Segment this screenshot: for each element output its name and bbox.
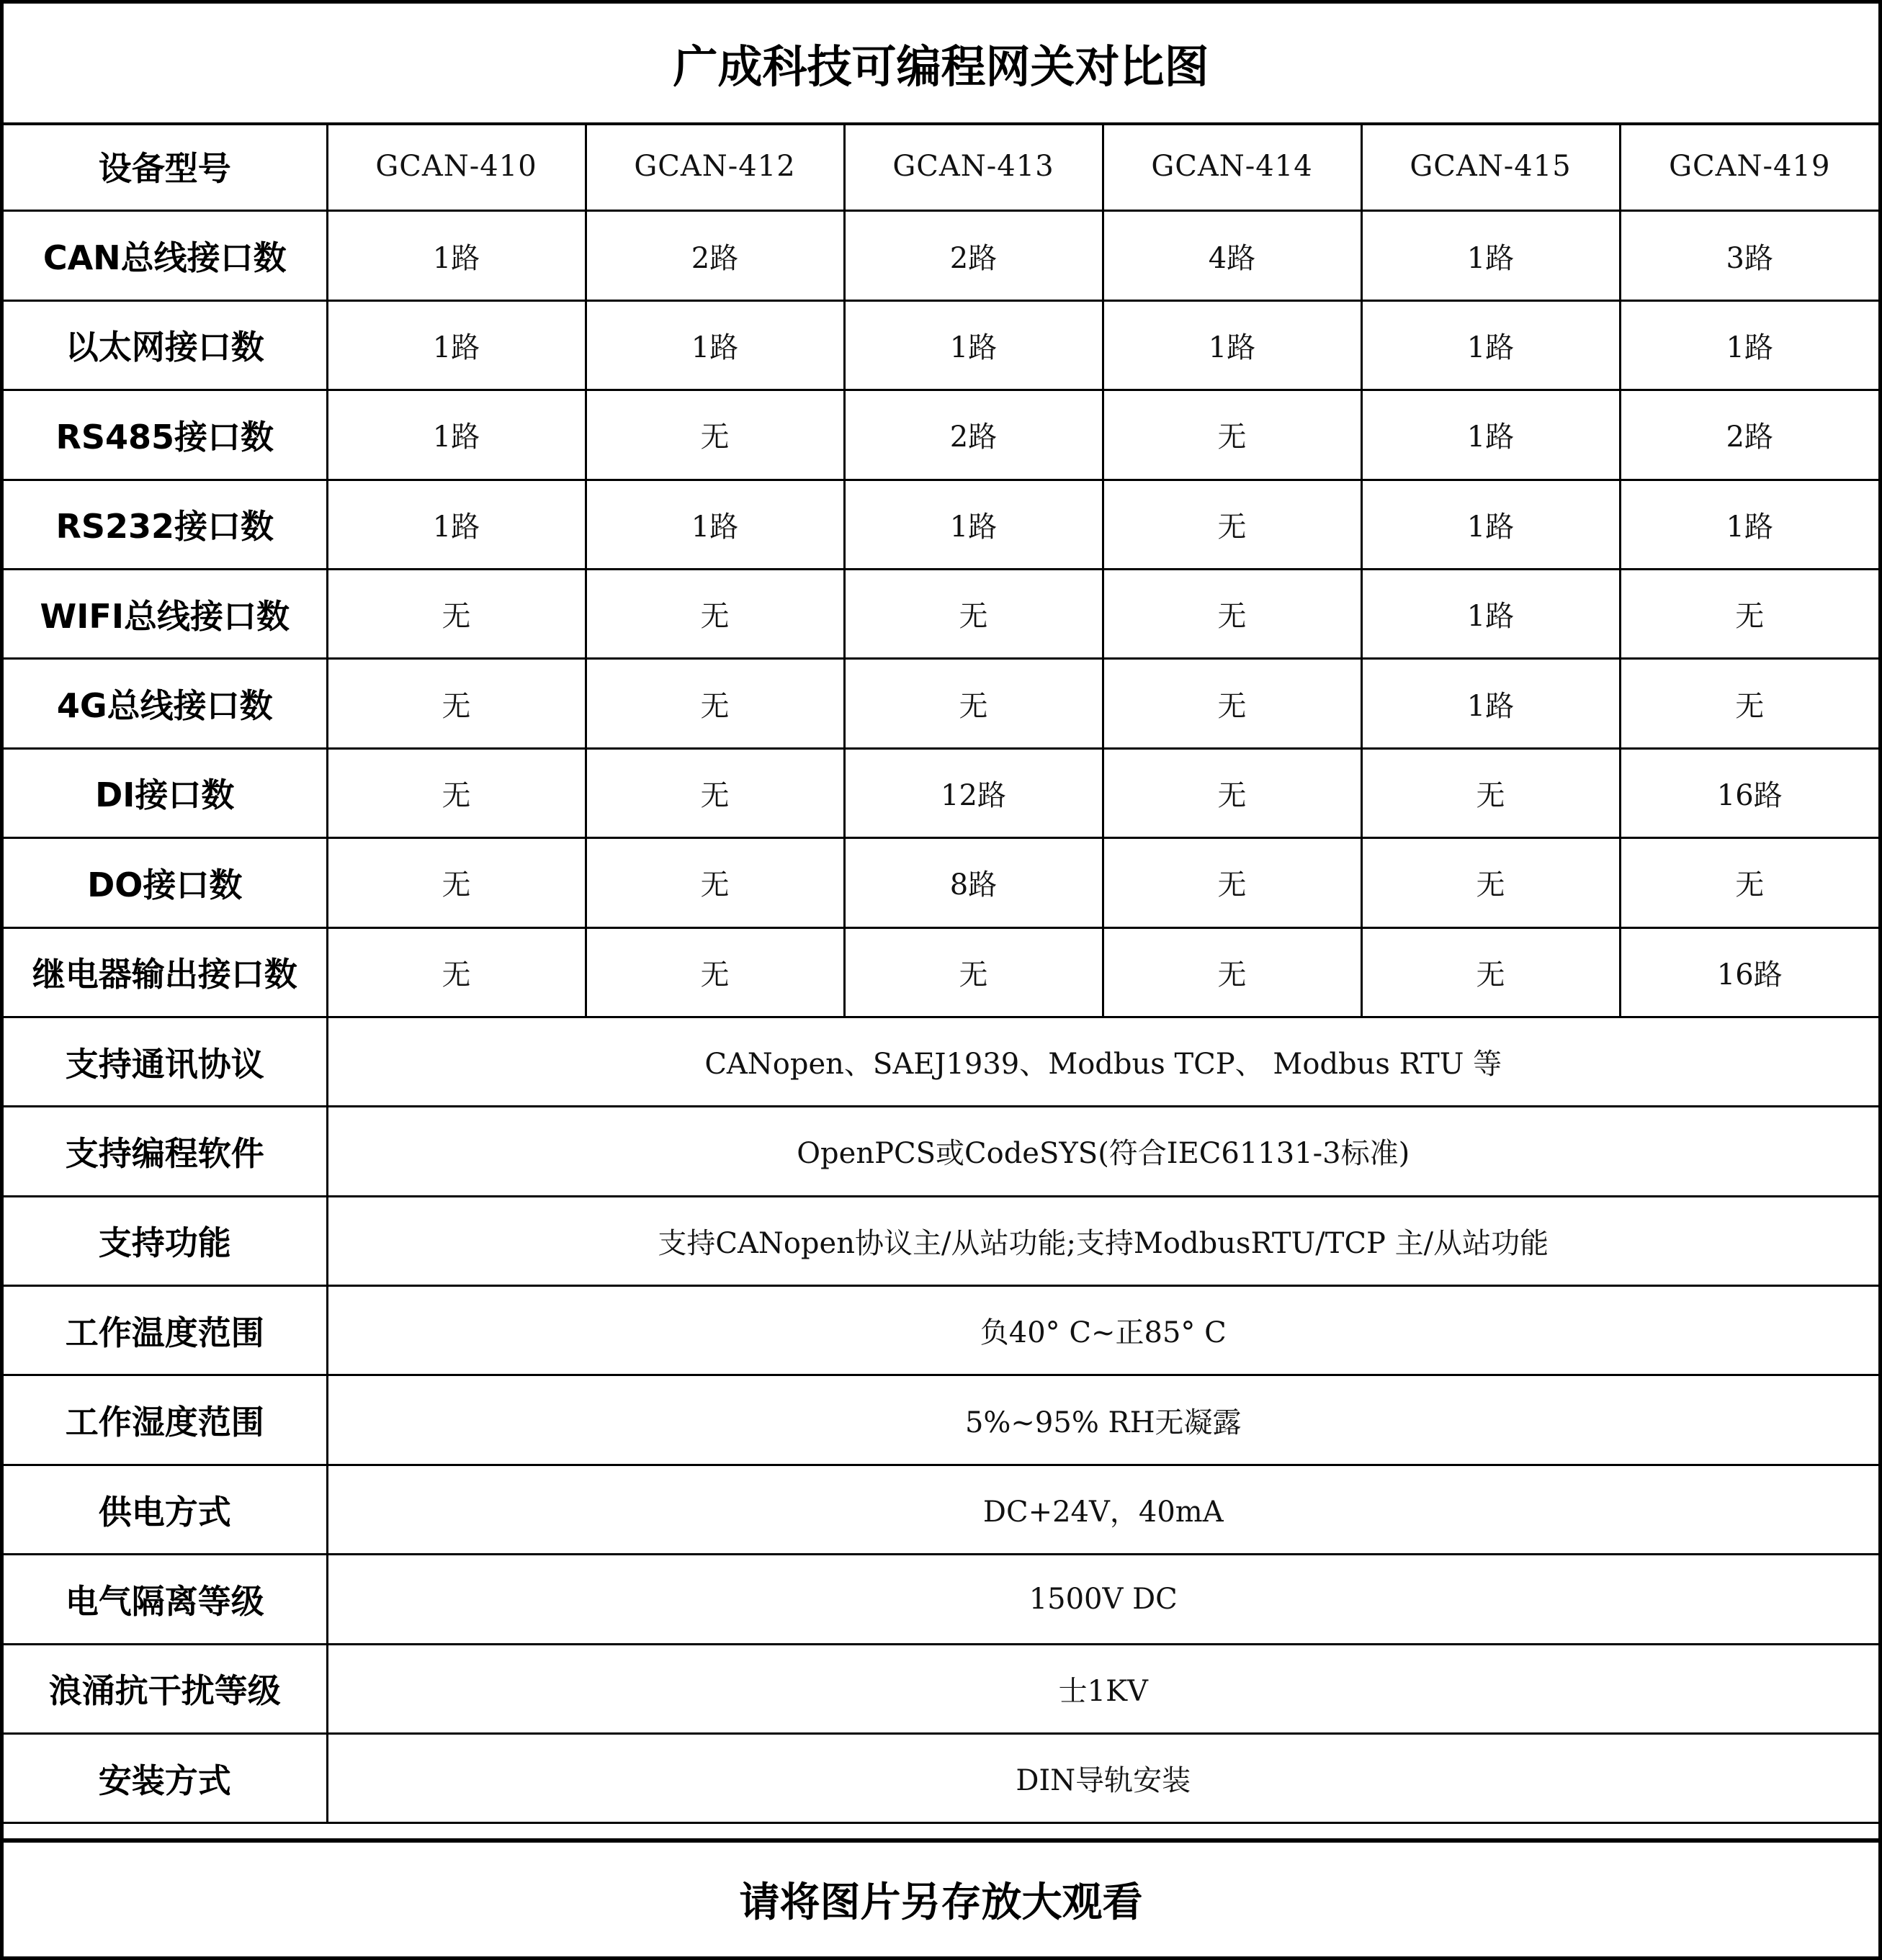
cell-value: 无 [586,569,844,658]
cell-value: 无 [327,748,586,837]
table-row [4,1017,1878,1106]
model-header: GCAN-419 [1620,122,1878,211]
model-header: GCAN-410 [327,122,586,211]
table-row [4,300,1878,390]
cell-value: 无 [1103,569,1361,658]
cell-value: 无 [327,927,586,1017]
page-title: 广成科技可编程网关对比图 [4,4,1878,125]
table-row [4,1555,1878,1644]
row-label: 设备型号 [4,122,327,211]
cell-value: 3路 [1620,211,1878,300]
cell-value: 无 [844,659,1103,748]
shared-value: 5%~95% RH无凝露 [327,1375,1878,1465]
cell-value: 8路 [844,838,1103,927]
cell-value: 无 [1103,838,1361,927]
row-label: RS232接口数 [4,480,327,569]
row-label: 工作温度范围 [4,1286,327,1375]
cell-value: 无 [1103,659,1361,748]
cell-value: 无 [586,838,844,927]
cell-value: 12路 [844,748,1103,837]
cell-value: 无 [1620,838,1878,927]
cell-value: 1路 [1620,300,1878,390]
shared-value: OpenPCS或CodeSYS(符合IEC61131-3标准) [327,1107,1878,1196]
row-label: RS485接口数 [4,390,327,480]
cell-value: 1路 [327,390,586,480]
row-label: 支持通讯协议 [4,1017,327,1106]
row-label: 电气隔离等级 [4,1555,327,1644]
cell-value: 1路 [327,480,586,569]
table-row [4,390,1878,480]
cell-value: 1路 [586,480,844,569]
shared-value: CANopen、SAEJ1939、Modbus TCP、 Modbus RTU 等 [327,1017,1878,1106]
cell-value: 无 [1361,927,1620,1017]
table-row [4,1375,1878,1465]
cell-value: 无 [1361,838,1620,927]
row-label: 支持功能 [4,1196,327,1285]
cell-value: 无 [586,748,844,837]
table-row [4,1734,1878,1823]
header-row [4,122,1878,211]
row-label: 供电方式 [4,1465,327,1554]
shared-value: DIN导轨安装 [327,1734,1878,1823]
cell-value: 无 [844,927,1103,1017]
row-label: 以太网接口数 [4,300,327,390]
row-label: 4G总线接口数 [4,659,327,748]
cell-value: 无 [586,390,844,480]
cell-value: 无 [327,569,586,658]
cell-value: 2路 [844,211,1103,300]
row-label: DI接口数 [4,748,327,837]
cell-value: 1路 [1361,300,1620,390]
table-row [4,838,1878,927]
cell-value: 无 [1620,659,1878,748]
table-row [4,1465,1878,1554]
cell-value: 无 [327,838,586,927]
table-row [4,569,1878,658]
row-label: WIFI总线接口数 [4,569,327,658]
model-header: GCAN-413 [844,122,1103,211]
cell-value: 16路 [1620,748,1878,837]
cell-value: 4路 [1103,211,1361,300]
cell-value: 1路 [1103,300,1361,390]
shared-value: 支持CANopen协议主/从站功能;支持ModbusRTU/TCP 主/从站功能 [327,1196,1878,1285]
row-label: DO接口数 [4,838,327,927]
shared-value: 士1KV [327,1644,1878,1733]
cell-value: 无 [1361,748,1620,837]
table-row [4,1196,1878,1285]
cell-value: 无 [1103,390,1361,480]
cell-value: 无 [327,659,586,748]
cell-value: 无 [1103,748,1361,837]
cell-value: 无 [1620,569,1878,658]
cell-value: 2路 [844,390,1103,480]
cell-value: 1路 [586,300,844,390]
row-label: 工作湿度范围 [4,1375,327,1465]
table-row [4,480,1878,569]
row-label: CAN总线接口数 [4,211,327,300]
model-header: GCAN-412 [586,122,844,211]
table-row [4,659,1878,748]
row-label: 浪涌抗干扰等级 [4,1644,327,1733]
cell-value: 1路 [1361,659,1620,748]
model-header: GCAN-414 [1103,122,1361,211]
cell-value: 2路 [586,211,844,300]
table-row [4,1286,1878,1375]
cell-value: 1路 [327,211,586,300]
cell-value: 1路 [1620,480,1878,569]
cell-value: 1路 [1361,569,1620,658]
row-label: 安装方式 [4,1734,327,1823]
cell-value: 无 [1103,927,1361,1017]
cell-value: 1路 [1361,390,1620,480]
cell-value: 无 [1103,480,1361,569]
table-body [4,122,1878,1823]
table-row [4,211,1878,300]
shared-value: DC+24V，40mA [327,1465,1878,1554]
table-row [4,1644,1878,1733]
cell-value: 2路 [1620,390,1878,480]
comparison-table [4,122,1878,1824]
cell-value: 1路 [844,480,1103,569]
cell-value: 1路 [327,300,586,390]
table-row [4,748,1878,837]
cell-value: 无 [844,569,1103,658]
table-row [4,1107,1878,1196]
cell-value: 16路 [1620,927,1878,1017]
cell-value: 1路 [844,300,1103,390]
cell-value: 1路 [1361,211,1620,300]
row-label: 继电器输出接口数 [4,927,327,1017]
model-header: GCAN-415 [1361,122,1620,211]
cell-value: 无 [586,927,844,1017]
table-row [4,927,1878,1017]
footer-note: 请将图片另存放大观看 [4,1838,1878,1956]
row-label: 支持编程软件 [4,1107,327,1196]
cell-value: 无 [586,659,844,748]
cell-value: 1路 [1361,480,1620,569]
shared-value: 1500V DC [327,1555,1878,1644]
shared-value: 负40° C~正85° C [327,1286,1878,1375]
